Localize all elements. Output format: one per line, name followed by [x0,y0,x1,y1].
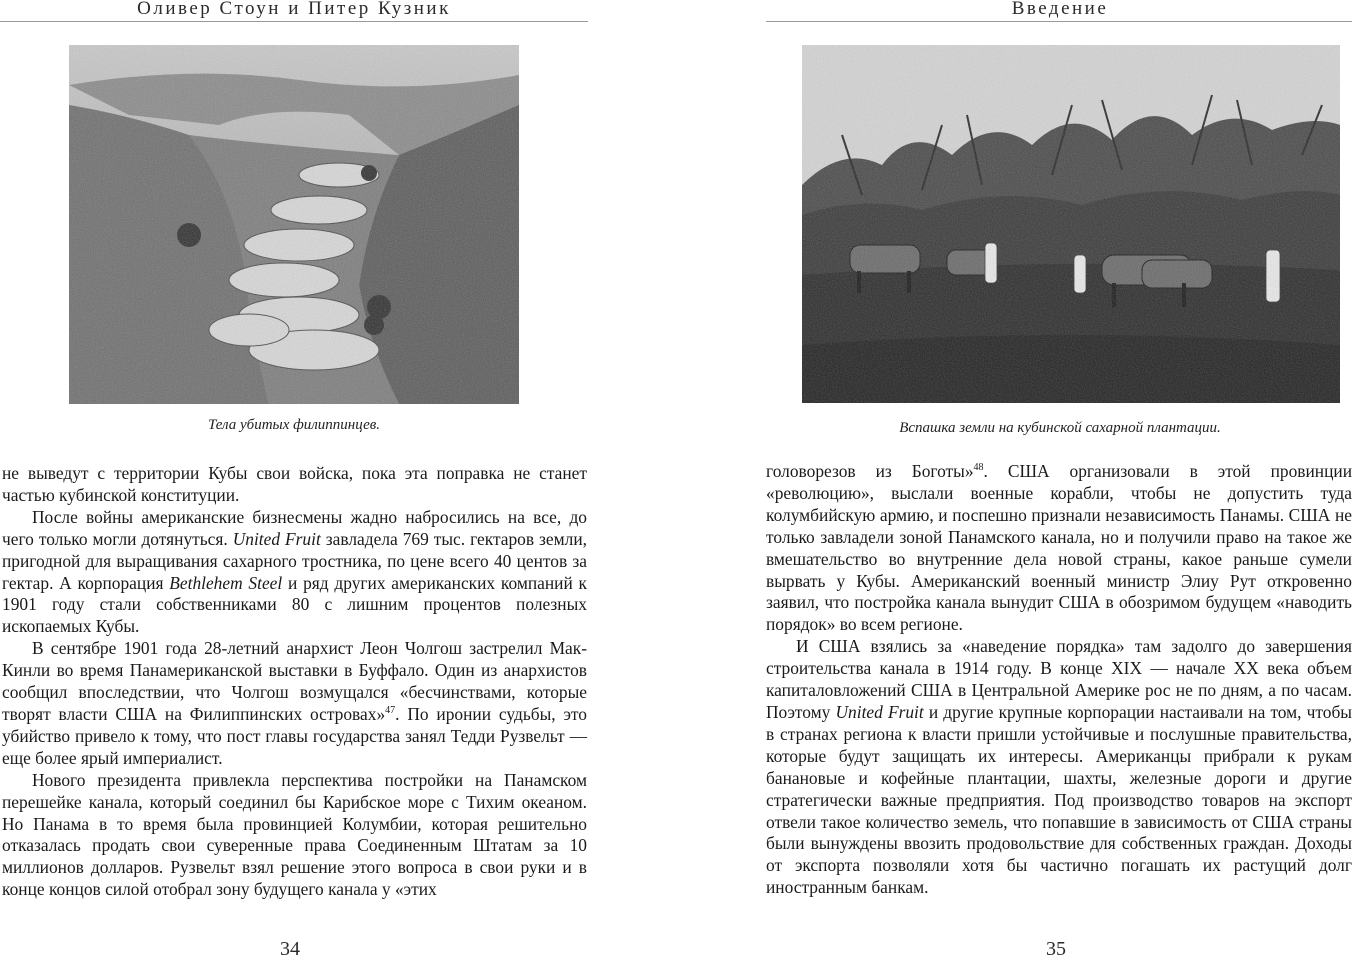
page-number-right: 35 [1046,938,1066,960]
paragraph: В сентябре 1901 года 28-летний анархист Леон Чолгош застрелил Мак-Кинли во время Панамериканской выставки в Буффало. Один из анархистов сообщил впоследствии, что Чолгош возмущался «бесчинствами, которые творят власти США на Филиппинских островах»$^{47}$. По иронии судьбы, это убийство привело к тому, что пост главы государства занял Тедди Рузвельт — еще более ярый империалист. [2,638,587,768]
paragraph: не выведут с территории Кубы свои войска, пока эта поправка не станет частью кубинской конституции. [2,463,587,505]
photo-caption-left: Тела убитых филиппинцев. [207,417,381,433]
paragraph: И США взялись за «наведение порядка» там задолго до завершения строительства канала в 1914 году. В конце XIX — начале XX века объем капиталовложений США в Центральной Америке рос не по дням, а по часам. Поэтому United Fruit и другие крупные корпорации настаивали на том, чтобы в странах региона к власти пришли устойчивые и послушные правительства, которые будут защищать их интересы. Американцы прибрали к рукам банановые и кофейные плантации, шахты, железные дороги и другие стратегически важные предприятия. Под производство товаров на экспорт отвели такое количество земель, что попавшие в зависимость от США страны были вынуждены ввозить продовольствие для собственных граждан. Доходы от экспорта позволяли хотя бы частично погашать их растущий долг иностранным банкам. [766,636,1352,898]
paragraph: головорезов из Боготы»$^{48}$. США организовали в этой провинции «революцию», выслали военные корабли, чтобы не допустить туда колумбийскую армию, и поспешно признали независимость Панамы. США не только завладели зоной Панамского канала, но и получили право на такое же вмешательство во внутренние дела новой страны, какое раньше сумели вырвать у Кубы. Американский военный министр Элиу Рут откровенно заявил, что постройка канала вынудит США в обозримом будущем «наводить порядок» во всем регионе. [766,461,1352,635]
footnote-ref[interactable]: 48 [973,462,984,474]
company-name: Bethlehem Steel [169,572,283,593]
body-text-left [2,463,587,901]
photo-caption-right: Вспашка земли на кубинской сахарной плантации. [899,420,1221,436]
header-rule-right [766,21,1352,22]
body-text-right [766,461,1352,899]
running-head-right: Введение [1011,0,1109,19]
company-name: United Fruit [232,528,321,549]
photo-cuban-plantation [802,45,1340,403]
paragraph: Нового президента привлекла перспектива постройки на Панамском перешейке канала, который соединил бы Карибское море с Тихим океаном. Но Панама в то время была провинцией Колумбии, которая решительно отказалась продать свои суверенные права Соединенным Штатам за 10 миллионов долларов. Рузвельт взял решение этого вопроса в свои руки и в конце концов силой отобрал зону будущего канала у «этих [2,769,587,900]
header-rule-left [0,21,588,22]
photo-filipino-dead [69,45,519,404]
right-page [760,0,1352,960]
left-page [0,0,600,960]
company-name: United Fruit [835,701,924,722]
running-head-left: Оливер Стоун и Питер Кузник [137,0,451,19]
page-number-left: 34 [280,938,300,960]
footnote-ref[interactable]: 47 [385,705,396,717]
paragraph: После войны американские бизнесмены жадно набросились на все, до чего только могли дотянуться. United Fruit завладела 769 тыс. гектаров земли, пригодной для выращивания сахарного тростника, по цене всего 40 центов за гектар. А корпорация Bethlehem Steel и ряд других американских компаний к 1901 году стали собственниками 80 с лишним процентов полезных ископаемых Кубы. [2,506,587,637]
